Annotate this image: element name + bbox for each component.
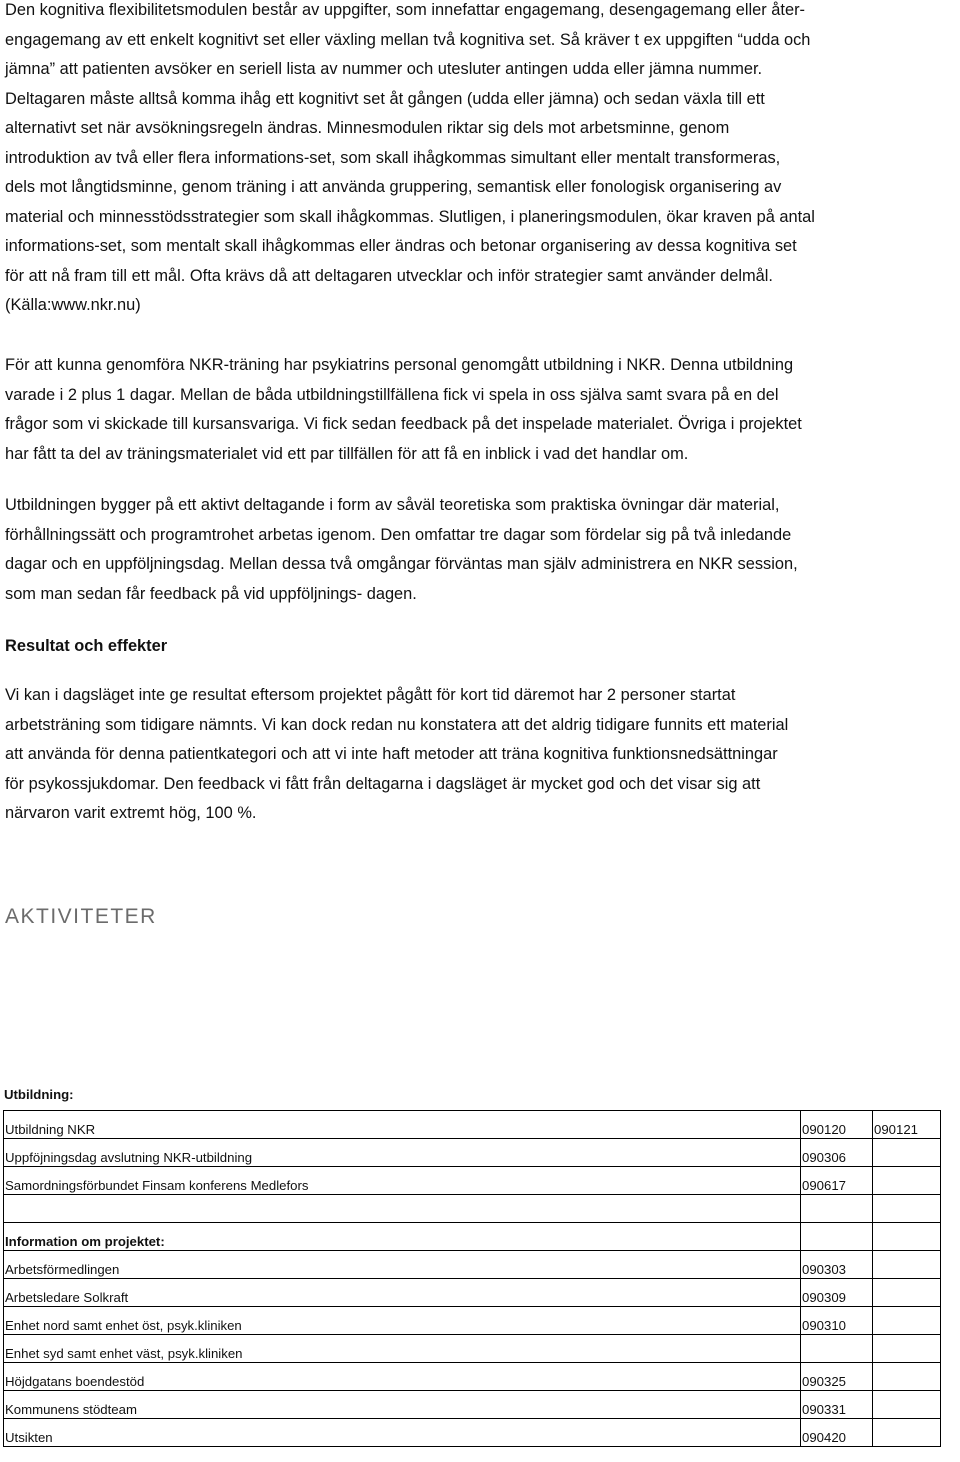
table-row — [4, 1251, 941, 1279]
row-date-cell: 090325 — [801, 1363, 873, 1391]
text-line: För att kunna genomföra NKR-träning har psykiatrins personal genomgått utbildning i NKR. Denna utbildning — [5, 356, 794, 374]
row-name-cell: Utbildning NKR — [4, 1111, 801, 1139]
text-line: för psykossjukdomar. Den feedback vi fått från deltagarna i dagsläget är mycket god och det visar sig att — [5, 774, 761, 793]
table-row — [4, 1167, 941, 1195]
row-date2-cell — [873, 1335, 941, 1363]
activities-table — [3, 1110, 941, 1447]
table-row — [4, 1419, 941, 1447]
text-line: varade i 2 plus 1 dagar. Mellan de båda utbildningstillfällena fick vi spela in oss själva samt svara på en del — [5, 385, 779, 404]
row-name-cell: Arbetsförmedlingen — [4, 1251, 801, 1279]
text-line: dels mot långtidsminne, genom träning i att använda gruppering, semantisk eller fonologisk organisering av — [5, 178, 782, 196]
row-date-cell: 090306 — [801, 1139, 873, 1167]
row-date2-cell: 090121 — [873, 1111, 941, 1139]
row-name-cell: Samordningsförbundet Finsam konferens Medlefors — [4, 1167, 801, 1195]
row-name-cell: Höjdgatans boendestöd — [4, 1363, 801, 1391]
text-line: informations-set, som mentalt skall ihågkommas eller ändras och betonar organisering av dessa kognitiva set — [5, 237, 797, 255]
row-name-cell: Arbetsledare Solkraft — [4, 1279, 801, 1307]
row-date2-cell — [873, 1223, 941, 1251]
text-line: introduktion av två eller flera informations-set, som skall ihågkommas simultant eller mentalt transformeras, — [5, 148, 781, 167]
text-line: Den kognitiva flexibilitetsmodulen består av uppgifter, som innefattar engagemang, desengagemang eller åter- — [5, 1, 805, 19]
row-date2-cell — [873, 1307, 941, 1335]
text-line: arbetsträning som tidigare nämnts. Vi kan dock redan nu konstatera att det aldrig tidigare funnits ett material — [5, 715, 789, 734]
results-paragraph — [5, 681, 957, 829]
text-line: för att nå fram till ett mål. Ofta krävs då att deltagaren utvecklar och inför strategier samt använder delmål. — [5, 266, 773, 285]
table-row — [4, 1195, 941, 1223]
row-date2-cell — [873, 1195, 941, 1223]
row-date-cell: 090309 — [801, 1279, 873, 1307]
results-heading: Resultat och effekter — [5, 637, 168, 655]
activities-title: AKTIVITETER — [5, 905, 157, 928]
intro-paragraph — [5, 0, 957, 321]
text-line: engagemang av ett enkelt kognitivt set eller växling mellan två kognitiva set. Så kräver t ex uppgiften “udda och — [5, 30, 811, 49]
table-row — [4, 1139, 941, 1167]
education-paragraph — [5, 491, 957, 609]
text-line: närvaron varit extremt hög, 100 %. — [5, 804, 257, 822]
text-line: material och minnesstödsstrategier som skall ihågkommas. Slutligen, i planeringsmodulen, ökar kraven på antal — [5, 207, 815, 226]
table-row — [4, 1223, 941, 1251]
text-line: alternativt set när avsökningsregeln ändras. Minnesmodulen riktar sig dels mot arbetsminne, genom — [5, 119, 730, 137]
text-line: (Källa:www.nkr.nu) — [5, 296, 141, 314]
row-date-cell: 090331 — [801, 1391, 873, 1419]
text-line: förhållningssätt och programtrohet arbetas igenom. Den omfattar tre dagar som fördelar sig på två inledande — [5, 525, 792, 544]
text-line: har fått ta del av träningsmaterialet vid ett par tillfällen för att få en inblick i vad det handlar om. — [5, 444, 689, 463]
table-row — [4, 1307, 941, 1335]
table-row — [4, 1363, 941, 1391]
row-date-cell — [801, 1195, 873, 1223]
row-date2-cell — [873, 1279, 941, 1307]
row-date-cell: 090617 — [801, 1167, 873, 1195]
text-line: dagar och en uppföljningsdag. Mellan dessa två omgångar förväntas man själv administrera en NKR session, — [5, 555, 798, 573]
table-label: Utbildning: — [4, 1087, 74, 1102]
text-line: Utbildningen bygger på ett aktivt deltagande i form av såväl teoretiska som praktiska övningar där material, — [5, 496, 780, 514]
row-name-cell — [4, 1195, 801, 1223]
row-date-cell: 090120 — [801, 1111, 873, 1139]
row-date-cell: 090420 — [801, 1419, 873, 1447]
row-date-cell — [801, 1335, 873, 1363]
training-paragraph — [5, 351, 957, 469]
row-name-cell: Kommunens stödteam — [4, 1391, 801, 1419]
table-row — [4, 1111, 941, 1139]
text-line: jämna” att patienten avsöker en seriell lista av nummer och utesluter antingen udda eller jämna nummer. — [5, 60, 763, 78]
row-name-cell: Information om projektet: — [4, 1223, 801, 1251]
row-date2-cell — [873, 1391, 941, 1419]
text-line: Deltagaren måste alltså komma ihåg ett kognitivt set åt gången (udda eller jämna) och sedan växla till ett — [5, 89, 765, 108]
row-date-cell: 090310 — [801, 1307, 873, 1335]
row-date2-cell — [873, 1363, 941, 1391]
row-date2-cell — [873, 1419, 941, 1447]
table-row — [4, 1335, 941, 1363]
row-name-cell: Enhet nord samt enhet öst, psyk.kliniken — [4, 1307, 801, 1335]
row-date2-cell — [873, 1251, 941, 1279]
row-name-cell: Enhet syd samt enhet väst, psyk.kliniken — [4, 1335, 801, 1363]
row-name-cell: Uppföjningsdag avslutning NKR-utbildning — [4, 1139, 801, 1167]
row-date-cell: 090303 — [801, 1251, 873, 1279]
row-date2-cell — [873, 1139, 941, 1167]
text-line: som man sedan får feedback på vid uppföljnings- dagen. — [5, 584, 417, 603]
text-line: frågor som vi skickade till kursansvariga. Vi fick sedan feedback på det inspelade materialet. Övriga i projektet — [5, 415, 802, 433]
text-line: att använda för denna patientkategori och att vi inte haft metoder att träna kognitiva funktionsnedsättningar — [5, 745, 778, 763]
table-row — [4, 1391, 941, 1419]
row-name-cell: Utsikten — [4, 1419, 801, 1447]
row-date2-cell — [873, 1167, 941, 1195]
row-date-cell — [801, 1223, 873, 1251]
text-line: Vi kan i dagsläget inte ge resultat eftersom projektet pågått för kort tid däremot har 2 personer startat — [5, 686, 736, 704]
table-row — [4, 1279, 941, 1307]
